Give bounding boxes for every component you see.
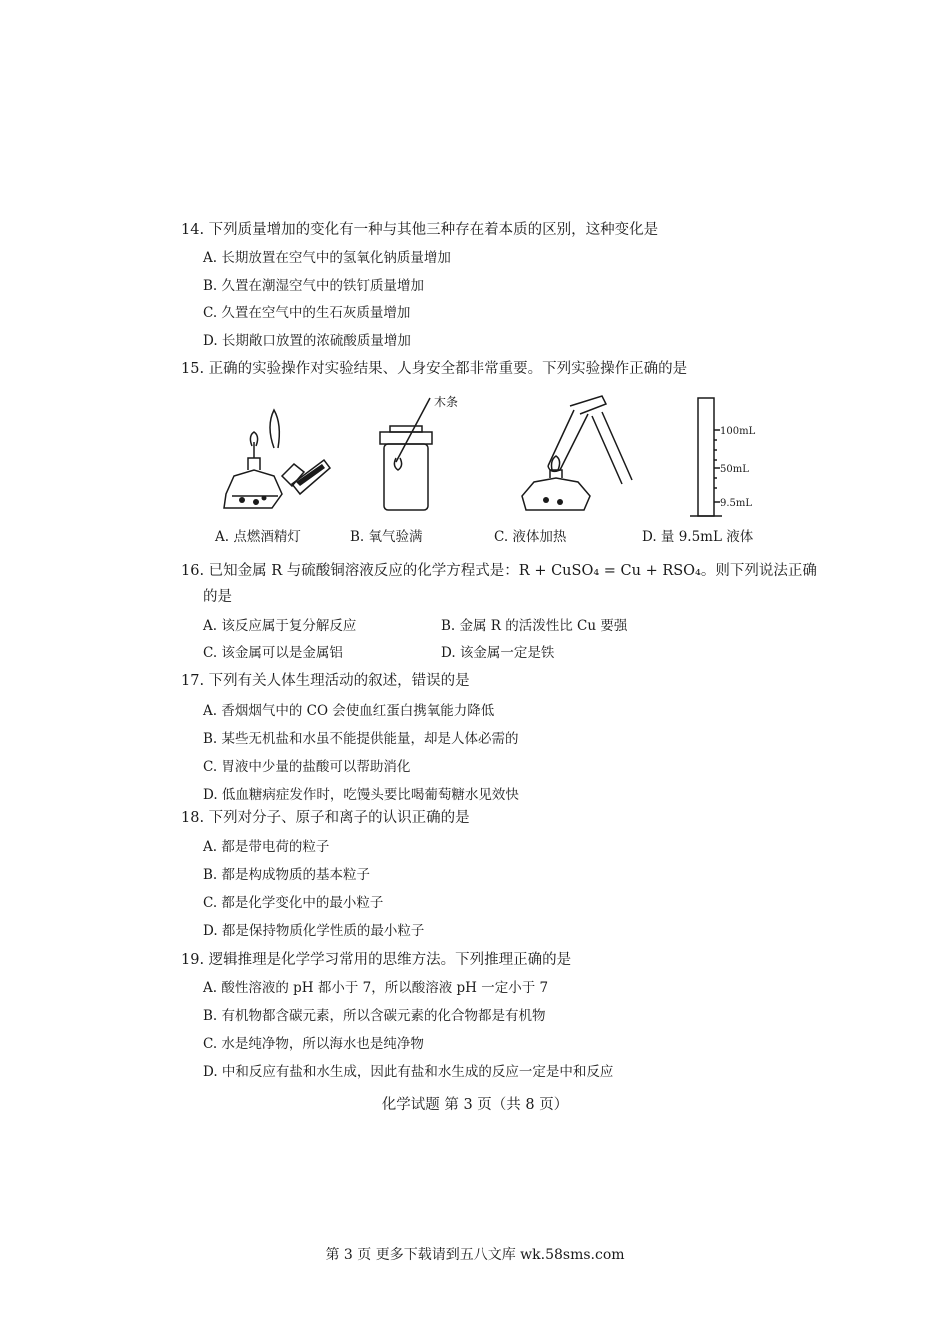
- q16-option-a: A. 该反应属于复分解反应: [203, 618, 357, 634]
- page-footer: 化学试题 第 3 页（共 8 页）: [381, 1097, 569, 1113]
- q19-option-c: C. 水是纯净物，所以海水也是纯净物: [203, 1036, 424, 1052]
- q16-stem-continued: 的是: [203, 589, 232, 605]
- q17-option-b: B. 某些无机盐和水虽不能提供能量，却是人体必需的: [203, 731, 519, 747]
- graduated-cylinder-illustration: [680, 392, 770, 520]
- q15-option-b: B. 氧气验满: [350, 529, 423, 545]
- q15-option-a: A. 点燃酒精灯: [215, 529, 301, 545]
- q17-stem: 17. 下列有关人体生理活动的叙述，错误的是: [181, 673, 470, 689]
- lighting-alcohol-lamp-illustration: [212, 398, 337, 520]
- site-footer: 第 3 页 更多下载请到五八文库 wk.58sms.com: [325, 1247, 625, 1263]
- wood-splint-label: 木条: [434, 395, 459, 409]
- cylinder-50ml-label: 50mL: [720, 464, 749, 475]
- q14-option-b: B. 久置在潮湿空气中的铁钉质量增加: [203, 278, 425, 294]
- q18-stem: 18. 下列对分子、原子和离子的认识正确的是: [181, 810, 470, 826]
- q15-option-d: D. 量 9.5mL 液体: [642, 529, 754, 545]
- q18-option-b: B. 都是构成物质的基本粒子: [203, 867, 371, 883]
- q14-option-d: D. 长期敞口放置的浓硫酸质量增加: [203, 333, 411, 349]
- q18-option-c: C. 都是化学变化中的最小粒子: [203, 895, 384, 911]
- liquid-heating-illustration: [510, 392, 635, 520]
- q17-option-a: A. 香烟烟气中的 CO 会使血红蛋白携氧能力降低: [203, 703, 495, 719]
- q19-option-d: D. 中和反应有盐和水生成，因此有盐和水生成的反应一定是中和反应: [203, 1064, 614, 1080]
- q15-option-c: C. 液体加热: [494, 529, 567, 545]
- cylinder-9-5ml-label: 9.5mL: [720, 498, 753, 509]
- q19-option-a: A. 酸性溶液的 pH 都小于 7，所以酸溶液 pH 一定小于 7: [203, 980, 549, 996]
- q16-option-b: B. 金属 R 的活泼性比 Cu 要强: [441, 618, 628, 634]
- q15-stem: 15. 正确的实验操作对实验结果、人身安全都非常重要。下列实验操作正确的是: [181, 361, 688, 377]
- oxygen-test-illustration: [370, 392, 480, 520]
- q18-option-a: A. 都是带电荷的粒子: [203, 839, 330, 855]
- q16-stem: 16. 已知金属 R 与硫酸铜溶液反应的化学方程式是：R + CuSO₄ = Cu + RSO₄。则下列说法正确: [181, 563, 817, 579]
- q14-option-c: C. 久置在空气中的生石灰质量增加: [203, 305, 411, 321]
- q18-option-d: D. 都是保持物质化学性质的最小粒子: [203, 923, 425, 939]
- cylinder-100ml-label: 100mL: [720, 426, 756, 437]
- q17-option-c: C. 胃液中少量的盐酸可以帮助消化: [203, 759, 411, 775]
- q16-option-d: D. 该金属一定是铁: [441, 645, 555, 661]
- q19-stem: 19. 逻辑推理是化学学习常用的思维方法。下列推理正确的是: [181, 952, 572, 968]
- q19-option-b: B. 有机物都含碳元素，所以含碳元素的化合物都是有机物: [203, 1008, 546, 1024]
- q17-option-d: D. 低血糖病症发作时，吃馒头要比喝葡萄糖水见效快: [203, 787, 519, 803]
- q14-stem: 14. 下列质量增加的变化有一种与其他三种存在着本质的区别，这种变化是: [181, 222, 659, 238]
- q16-option-c: C. 该金属可以是金属铝: [203, 645, 343, 661]
- q14-option-a: A. 长期放置在空气中的氢氧化钠质量增加: [203, 250, 451, 266]
